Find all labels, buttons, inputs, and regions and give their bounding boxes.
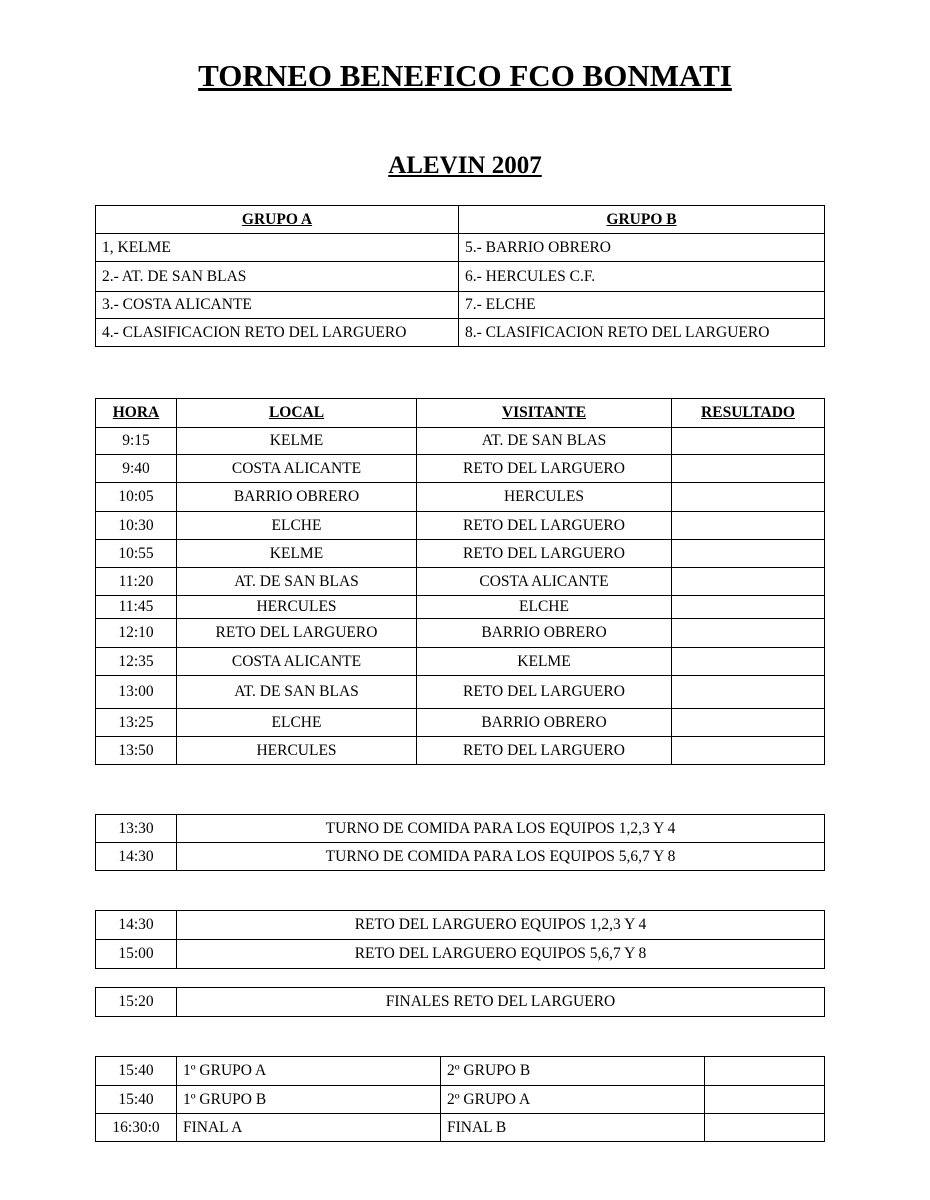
reto-body — [96, 911, 825, 969]
table-cell: 4.- CLASIFICACION RETO DEL LARGUERO — [96, 319, 459, 347]
table-cell: RETO DEL LARGUERO EQUIPOS 1,2,3 Y 4 — [177, 911, 825, 940]
table-row — [96, 1057, 825, 1086]
table-cell: 1º GRUPO B — [177, 1086, 441, 1114]
table-cell: ELCHE — [177, 709, 417, 737]
reto-table — [95, 910, 825, 969]
table-row — [96, 648, 825, 676]
schedule-table — [95, 398, 825, 765]
table-row — [96, 619, 825, 648]
table-cell — [705, 1057, 825, 1086]
table-row — [96, 262, 825, 292]
groups-table — [95, 205, 825, 347]
table-cell: BARRIO OBRERO — [417, 709, 672, 737]
finals-body — [96, 1057, 825, 1142]
table-cell: COSTA ALICANTE — [177, 648, 417, 676]
table-cell: 8.- CLASIFICACION RETO DEL LARGUERO — [459, 319, 825, 347]
table-row — [96, 596, 825, 619]
table-cell — [672, 648, 825, 676]
table-cell: KELME — [177, 540, 417, 568]
table-cell: 9:40 — [96, 455, 177, 483]
table-row — [96, 319, 825, 347]
table-cell: 6.- HERCULES C.F. — [459, 262, 825, 292]
table-row — [96, 911, 825, 940]
table-row — [96, 483, 825, 512]
table-cell: RETO DEL LARGUERO — [417, 737, 672, 765]
hora-header: HORA — [96, 399, 177, 428]
table-cell: 12:10 — [96, 619, 177, 648]
table-cell: 10:30 — [96, 512, 177, 540]
table-cell: 2º GRUPO B — [441, 1057, 705, 1086]
table-cell: RETO DEL LARGUERO — [417, 455, 672, 483]
table-cell — [672, 512, 825, 540]
group-a-header: GRUPO A — [96, 206, 459, 234]
table-cell: AT. DE SAN BLAS — [417, 428, 672, 455]
table-cell: 13:50 — [96, 737, 177, 765]
finals-reto-table — [95, 987, 825, 1017]
table-row — [96, 709, 825, 737]
table-cell: KELME — [177, 428, 417, 455]
table-cell: 10:05 — [96, 483, 177, 512]
table-row — [96, 428, 825, 455]
lunch-table — [95, 814, 825, 871]
group-b-header: GRUPO B — [459, 206, 825, 234]
table-cell: ELCHE — [417, 596, 672, 619]
table-cell: 1º GRUPO A — [177, 1057, 441, 1086]
table-cell: RETO DEL LARGUERO — [177, 619, 417, 648]
finals-table — [95, 1056, 825, 1142]
table-cell: AT. DE SAN BLAS — [177, 676, 417, 709]
table-cell: 16:30:0 — [96, 1114, 177, 1142]
table-row — [96, 676, 825, 709]
table-cell: TURNO DE COMIDA PARA LOS EQUIPOS 5,6,7 Y 8 — [177, 843, 825, 871]
table-cell: BARRIO OBRERO — [417, 619, 672, 648]
table-cell: 12:35 — [96, 648, 177, 676]
table-row — [96, 988, 825, 1017]
table-row — [96, 1114, 825, 1142]
table-cell: FINAL A — [177, 1114, 441, 1142]
table-cell: BARRIO OBRERO — [177, 483, 417, 512]
table-cell: HERCULES — [177, 596, 417, 619]
table-cell: 14:30 — [96, 843, 177, 871]
table-row — [96, 540, 825, 568]
table-cell: 15:00 — [96, 940, 177, 969]
table-cell — [672, 737, 825, 765]
table-cell — [672, 596, 825, 619]
table-cell: RETO DEL LARGUERO — [417, 676, 672, 709]
table-cell: RETO DEL LARGUERO — [417, 512, 672, 540]
resultado-header: RESULTADO — [672, 399, 825, 428]
table-cell: 10:55 — [96, 540, 177, 568]
table-cell: FINALES RETO DEL LARGUERO — [177, 988, 825, 1017]
table-cell: 9:15 — [96, 428, 177, 455]
table-cell: 5.- BARRIO OBRERO — [459, 234, 825, 262]
table-cell: 1, KELME — [96, 234, 459, 262]
table-cell: HERCULES — [177, 737, 417, 765]
table-cell: 11:20 — [96, 568, 177, 596]
table-cell — [672, 709, 825, 737]
table-cell: 11:45 — [96, 596, 177, 619]
table-cell: 15:20 — [96, 988, 177, 1017]
table-cell: 15:40 — [96, 1057, 177, 1086]
table-row — [96, 815, 825, 843]
table-cell — [672, 676, 825, 709]
table-row — [96, 940, 825, 969]
table-cell: AT. DE SAN BLAS — [177, 568, 417, 596]
table-cell: 15:40 — [96, 1086, 177, 1114]
table-cell: COSTA ALICANTE — [177, 455, 417, 483]
category-subtitle: ALEVIN 2007 — [388, 152, 542, 179]
table-cell: FINAL B — [441, 1114, 705, 1142]
table-cell: TURNO DE COMIDA PARA LOS EQUIPOS 1,2,3 Y 4 — [177, 815, 825, 843]
schedule-body — [96, 428, 825, 765]
table-row — [96, 843, 825, 871]
visitante-header: VISITANTE — [417, 399, 672, 428]
finals-reto-body — [96, 988, 825, 1017]
table-row — [96, 234, 825, 262]
table-cell: ELCHE — [177, 512, 417, 540]
table-cell: 7.- ELCHE — [459, 292, 825, 319]
table-cell — [672, 428, 825, 455]
table-row — [96, 1086, 825, 1114]
table-cell: 3.- COSTA ALICANTE — [96, 292, 459, 319]
table-row — [96, 568, 825, 596]
table-cell: 13:00 — [96, 676, 177, 709]
table-cell: 2º GRUPO A — [441, 1086, 705, 1114]
table-cell: 13:30 — [96, 815, 177, 843]
table-cell: HERCULES — [417, 483, 672, 512]
groups-body — [96, 234, 825, 347]
table-row — [96, 737, 825, 765]
table-cell — [672, 455, 825, 483]
table-cell: RETO DEL LARGUERO EQUIPOS 5,6,7 Y 8 — [177, 940, 825, 969]
lunch-body — [96, 815, 825, 871]
table-cell: RETO DEL LARGUERO — [417, 540, 672, 568]
local-header: LOCAL — [177, 399, 417, 428]
table-row — [96, 455, 825, 483]
table-cell — [672, 483, 825, 512]
table-cell: 14:30 — [96, 911, 177, 940]
table-cell — [705, 1114, 825, 1142]
table-cell: KELME — [417, 648, 672, 676]
table-cell — [672, 619, 825, 648]
table-cell — [672, 540, 825, 568]
table-row — [96, 292, 825, 319]
table-cell: 2.- AT. DE SAN BLAS — [96, 262, 459, 292]
table-cell — [705, 1086, 825, 1114]
table-cell: 13:25 — [96, 709, 177, 737]
page-title: TORNEO BENEFICO FCO BONMATI — [198, 58, 732, 93]
table-cell: COSTA ALICANTE — [417, 568, 672, 596]
table-cell — [672, 568, 825, 596]
table-row — [96, 512, 825, 540]
